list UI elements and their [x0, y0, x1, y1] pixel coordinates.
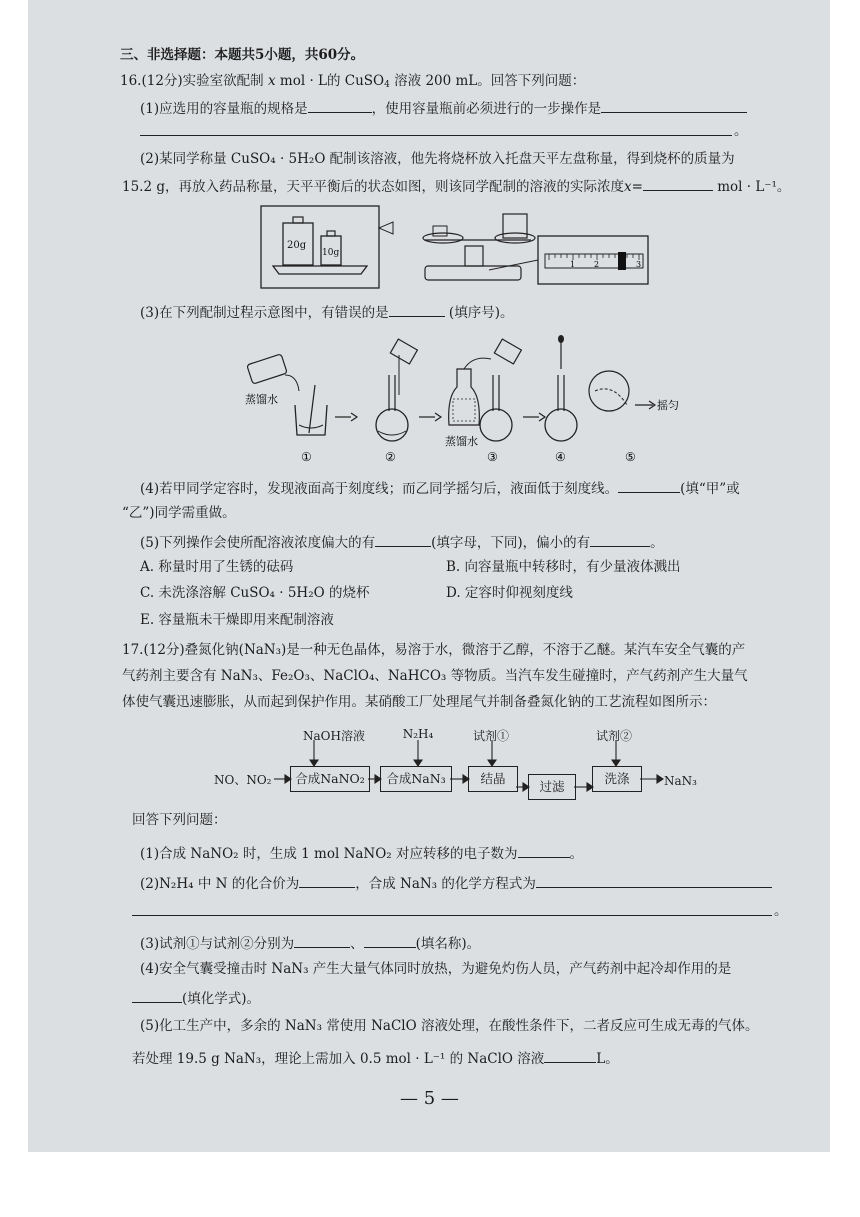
option-e: E. 容量瓶未干燥即用来配制溶液	[140, 612, 334, 628]
flow-reagent-2: 试剂②	[595, 729, 632, 743]
ruler-tick-1: 1	[570, 260, 576, 269]
q16-p5-text-b: (填字母，下同)，偏小的有	[431, 535, 591, 551]
q16-p2-text: 15.2 g，再放入药品称量，天平平衡后的状态如图，则该同学配制的溶液的实际浓度	[122, 179, 624, 195]
q17-stem-line3: 体使气囊迅速膨胀，从而起到保护作用。某硝酸工厂处理尾气并制备叠氮化钠的工艺流程如图所示：	[122, 694, 716, 710]
answer-blank[interactable]	[590, 532, 650, 547]
flow-reagent-naoh: NaOH溶液	[303, 729, 365, 743]
step2-transfer	[376, 339, 417, 464]
q16-part4-line2: “乙”)同学需重做。	[122, 505, 236, 521]
left-pan	[423, 233, 463, 243]
step-label-2: ②	[385, 450, 396, 464]
q16-stem-var: x	[267, 73, 276, 89]
q17-part4-line1: (4)安全气囊受撞击时 NaN₃ 产生大量气体同时放热，为避免灼伤人员，产气药剂中起冷却作用的是	[140, 961, 732, 977]
flowchart-arrows	[208, 740, 678, 810]
step4-fill	[545, 335, 577, 464]
weights-inset-box	[261, 206, 379, 288]
answer-line[interactable]	[132, 915, 772, 916]
answer-blank[interactable]	[389, 302, 445, 317]
answer-blank[interactable]	[643, 176, 713, 191]
answer-blank[interactable]	[375, 532, 431, 547]
balance-pan	[273, 266, 367, 274]
weight-10g-knob	[327, 231, 335, 236]
ruler-tick-3: 3	[636, 260, 642, 269]
q17-part1	[140, 843, 583, 863]
q16-p2-unit: mol · L⁻¹。	[717, 179, 791, 195]
q17-p5-text: 若处理 19.5 g NaN₃，理论上需加入 0.5 mol · L⁻¹ 的 NaClO 溶液	[132, 1051, 545, 1067]
beaker-on-pan	[503, 214, 527, 238]
answer-blank[interactable]	[299, 873, 355, 888]
exam-page	[28, 0, 830, 1152]
q16-part2-line2	[122, 176, 790, 196]
answer-blank[interactable]	[364, 933, 416, 948]
weight-10g-label: 10g	[322, 248, 340, 258]
answer-blank[interactable]	[601, 98, 747, 113]
flow-box-filter: 过滤	[528, 774, 576, 800]
option-b: B. 向容量瓶中转移时，有少量液体溅出	[446, 559, 681, 575]
period-mark: 。	[734, 123, 748, 139]
q16-stem-unit: mol · L的 CuSO	[279, 73, 385, 89]
q16-p3-text: (3)在下列配制过程示意图中，有错误的是	[140, 305, 389, 321]
q17-part5-line1: (5)化工生产中，多余的 NaN₃ 常使用 NaClO 溶液处理，在酸性条件下，二者反应可生成无毒的气体。	[140, 1018, 759, 1034]
distilled-water-label-2: 蒸馏水	[445, 435, 478, 448]
flow-reagent-n2h4: N₂H₄	[402, 727, 434, 741]
q16-p1-text-a: (1)应选用的容量瓶的规格是	[140, 101, 308, 117]
q16-stem-text: 16.(12分)实验室欲配制	[120, 73, 264, 89]
answer-blank[interactable]	[618, 478, 680, 493]
flow-box-crystallize: 结晶	[468, 766, 518, 792]
q16-part2-line1: (2)某同学称量 CuSO₄ · 5H₂O 配制该溶液，他先将烧杯放入托盘天平左盘称量，得到烧杯的质量为	[140, 151, 735, 167]
q17-p2-text-a: (2)N₂H₄ 中 N 的化合价为	[140, 876, 300, 892]
q16-p2-var: x	[624, 179, 632, 195]
weight-20g-knob	[293, 217, 303, 223]
q16-p4-text: (4)若甲同学定容时，发现液面高于刻度线；而乙同学摇匀后，液面低于刻度线。	[140, 481, 619, 497]
section-heading: 三、非选择题：本题共5小题，共60分。	[120, 47, 365, 63]
q16-part3	[140, 302, 513, 322]
q17-p3-end: (填名称)。	[415, 936, 481, 952]
answer-blank[interactable]	[294, 933, 350, 948]
q17-p3-text-a: (3)试剂①与试剂②分别为	[140, 936, 295, 952]
balance-base	[425, 266, 521, 280]
balance-figure	[253, 200, 653, 296]
q16-part1	[140, 98, 747, 118]
answer-blank[interactable]	[308, 98, 372, 113]
q16-p3-end: (填序号)。	[448, 305, 514, 321]
step-label-1: ①	[301, 450, 312, 464]
q17-p5-unit: L。	[596, 1051, 619, 1067]
flow-box-wash: 洗涤	[592, 766, 642, 792]
page-number: — 5 —	[400, 1088, 459, 1109]
q16-p5-end: 。	[650, 535, 664, 551]
shake-label: 摇匀	[657, 399, 679, 412]
q17-stem-line1: 17.(12分)叠氮化钠(NaN₃)是一种无色晶体，易溶于水，微溶于乙醇，不溶于乙醚。某汽车安全气囊的产	[122, 642, 746, 658]
q17-p2-text-b: ，合成 NaN₃ 的化学方程式为	[355, 876, 536, 892]
step1-dissolve	[245, 354, 327, 464]
answer-blank[interactable]	[518, 843, 570, 858]
q17-part2	[140, 873, 772, 893]
q17-part5-line2	[132, 1048, 619, 1068]
process-figure	[243, 335, 723, 467]
answer-line[interactable]	[140, 135, 732, 136]
flow-input: NO、NO₂	[214, 773, 272, 787]
rider-marker	[618, 252, 626, 270]
step3-wash	[445, 339, 521, 464]
flow-output: NaN₃	[664, 774, 697, 788]
q17-p3-sep: 、	[350, 936, 364, 952]
option-d: D. 定容时仰视刻度线	[446, 585, 573, 601]
option-c: C. 未洗涤溶解 CuSO₄ · 5H₂O 的烧杯	[140, 585, 370, 601]
flow-box-synth-nan3: 合成NaN₃	[380, 766, 452, 792]
distilled-water-label-1: 蒸馏水	[245, 393, 278, 406]
q16-p4-hint: (填“甲”或	[680, 481, 740, 497]
step-label-3: ③	[487, 450, 498, 464]
option-a: A. 称量时用了生锈的砝码	[140, 559, 294, 575]
answer-blank[interactable]	[132, 988, 182, 1003]
q17-p4-end: (填化学式)。	[182, 991, 261, 1007]
step5-shake	[589, 371, 679, 464]
answer-blank[interactable]	[536, 873, 772, 888]
q17-stem-line2: 气药剂主要含有 NaN₃、Fe₂O₃、NaClO₄、NaHCO₃ 等物质。当汽车发生碰撞时，产气药剂产生大量气	[122, 668, 748, 684]
q17-p1-end: 。	[569, 846, 584, 862]
period-mark: 。	[774, 903, 788, 919]
flow-box-synth-nano2: 合成NaNO₂	[290, 766, 370, 792]
q17-part4-line2	[132, 988, 260, 1008]
answer-blank[interactable]	[544, 1048, 596, 1063]
step-label-5: ⑤	[625, 450, 636, 464]
q16-stem-end: 溶液 200 mL。回答下列问题：	[394, 73, 586, 89]
q16-p1-text-b: ，使用容量瓶前必须进行的一步操作是	[371, 101, 602, 117]
q17-part3	[140, 933, 480, 953]
weight-20g-label: 20g	[287, 240, 307, 251]
q16-stem: 16.(12分)实验室欲配制 x mol · L的 CuSO$_4$ 溶液 200 mL。回答下列问题：	[120, 73, 586, 90]
q17-p1-text: (1)合成 NaNO₂ 时，生成 1 mol NaNO₂ 对应转移的电子数为	[140, 846, 518, 862]
q16-part5	[140, 532, 664, 552]
q16-p5-text-a: (5)下列操作会使所配溶液浓度偏大的有	[140, 535, 376, 551]
step-label-4: ④	[555, 450, 566, 464]
rider-scale-inset	[538, 236, 648, 284]
q16-p2-eq: =	[631, 179, 643, 195]
q17-answer-intro: 回答下列问题：	[132, 812, 227, 828]
q16-part4-line1	[140, 478, 740, 498]
ruler-tick-2: 2	[594, 260, 600, 269]
flow-reagent-1: 试剂①	[472, 729, 509, 743]
